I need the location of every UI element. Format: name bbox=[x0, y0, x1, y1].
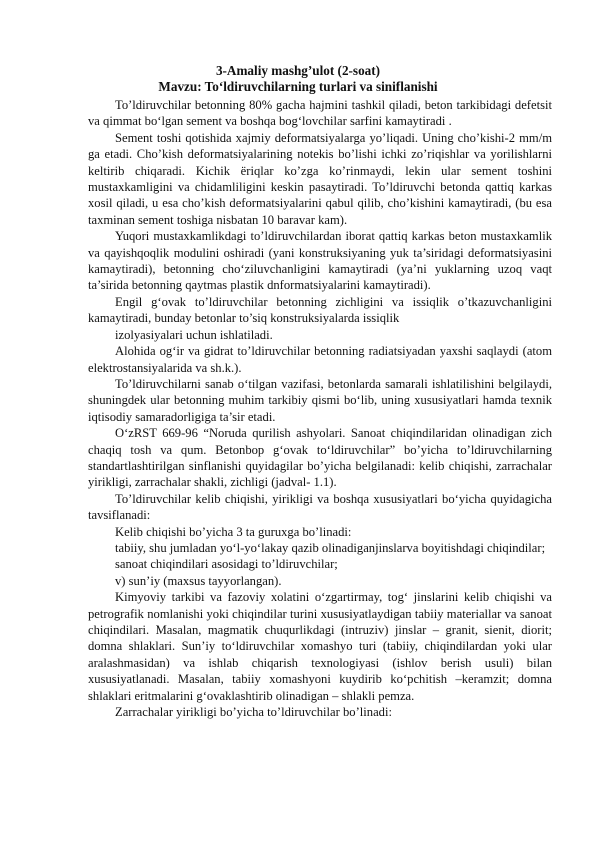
paragraph: To’ldiruvchilar kelib chiqishi, yirikligi va boshqa xususiyatlari bo‘yicha quyidagicha tavsiflanadi: bbox=[88, 491, 552, 523]
paragraph: Alohida og‘ir va gidrat to’ldiruvchilar betonning radiatsiyadan yaxshi saqlaydi (atom elektrostansiyalarida va sh.k.). bbox=[88, 344, 552, 375]
list-item: v) sun’iy (maxsus tayyorlangan). bbox=[115, 573, 282, 588]
paragraph: Kimyoviy tarkibi va fazoviy xolatini o‘zgartirmay, tog‘ jinslarini kelib chiqishi va petrografik nomlanishi yoki chiqindilar turini xususiyatlaydigan tabiiy materiallar va sanoat chiqindilari. Masalan, magmatik chuqurlikdagi (intruziv) jinslar – granit, sienit, diorit; domna shlaklari. Sun’iy to‘ldiruvchilar xomashyo turi (tabiiy, chiqindilardan yoki ular aralashmasidan) va ishlab chiqarish texnologiyasi (ishlov berish usuli) bilan xususiyatlanadi. Masalan, tabiiy xomashyoni kuydirib ko‘pchitish –keramzit; domna shlaklari eritmalarini g‘ovaklashtirib olinadigan – shlakli pemza. bbox=[88, 590, 552, 703]
paragraph: izolyasiyalari uchun ishlatiladi. bbox=[115, 327, 273, 342]
document-subtitle: Mavzu: To‘ldiruvchilarning turlari va siniflanishi bbox=[158, 79, 438, 94]
list-item: sanoat chiqindilari asosidagi to’ldiruvchilar; bbox=[115, 557, 338, 572]
paragraph: Zarrachalar yirikligi bo’yicha to’ldiruvchilar bo’linadi: bbox=[115, 705, 392, 720]
paragraph: Yuqori mustaxkamlikdagi to’ldiruvchilardan iborat qattiq karkas beton mustaxkamlik va qayishqoqlik modulini oshiradi (yani konstruksiyaning yuk ta’siridagi deformatsiyasini kamaytiradi), betonning cho‘ziluvchanligini kamaytiradi (ya’ni yuklarning uzoq vaqt ta’sirida betonning qaytmas plastik dnformatsiyalarini kamaytiradi). bbox=[88, 229, 552, 293]
list-item: Kelib chiqishi bo’yicha 3 ta guruxga bo’linadi: bbox=[115, 524, 352, 539]
paragraph: O‘zRST 669-96 “Noruda qurilish ashyolari. Sanoat chiqindilaridan olinadigan zich chaqiq tosh va qum. Betonbop g‘ovak to‘ldiruvchilar” bo’yicha to’ldiruvchilarning standartlashtirilgan sinflanishi quyidagilar bo’yicha belgilanadi: kelib chiqishi, zarrachalar yirikligi, zarrachalar shakli, zichligi (jadval- 1.1). bbox=[88, 426, 552, 490]
paragraph: To’ldiruvchilarni sanab o‘tilgan vazifasi, betonlarda samarali ishlatilishini belgilaydi, shuningdek ular betonning muhim tarkibiy qismi bo‘lib, uning xususiyatlari hamda texnik iqtisodiy samaradorligiga ta’sir etadi. bbox=[88, 376, 552, 424]
list-item: tabiiy, shu jumladan yo‘l-yo‘lakay qazib olinadiganjinslarva boyitishdagi chiqindilar; bbox=[115, 540, 546, 555]
paragraph: Engil g‘ovak to’ldiruvchilar betonning zichligini va issiqlik o’tkazuvchanligini kamaytiradi, bunday betonlar to’siq konstruksiyalarda issiqlik bbox=[88, 294, 552, 326]
paragraph: Sement toshi qotishida xajmiy deformatsiyalarga yo’liqadi. Uning cho’kishi-2 mm/m ga etadi. Cho’kish deformatsiyalarining notekis bo’lishi ichki zo’riqishlar va yorilishlarni keltirib chiqaradi. Kichik ёriqlar ko’zga ko’rinmaydi, lekin ular sement toshini mustaxkamligini va chidamliligini keskin pasaytiradi. To’ldiruvchi betonda qattiq karkas xosil qiladi, u esa cho’kish deformatsiyalarini qabul qilib, cho’kishini kamaytiradi, (bu esa taxminan sement toshiga nisbatan 10 baravar kam). bbox=[88, 130, 552, 227]
paragraph: To’ldiruvchilar betonning 80% gacha hajmini tashkil qiladi, beton tarkibidagi defetsit va qimmat bo‘lgan sement va boshqa bog‘lovchilar sarfini kamaytiradi . bbox=[88, 98, 552, 129]
document-body bbox=[88, 97, 552, 720]
document-title: 3-Amaliy mashg’ulot (2-soat) bbox=[215, 63, 381, 78]
